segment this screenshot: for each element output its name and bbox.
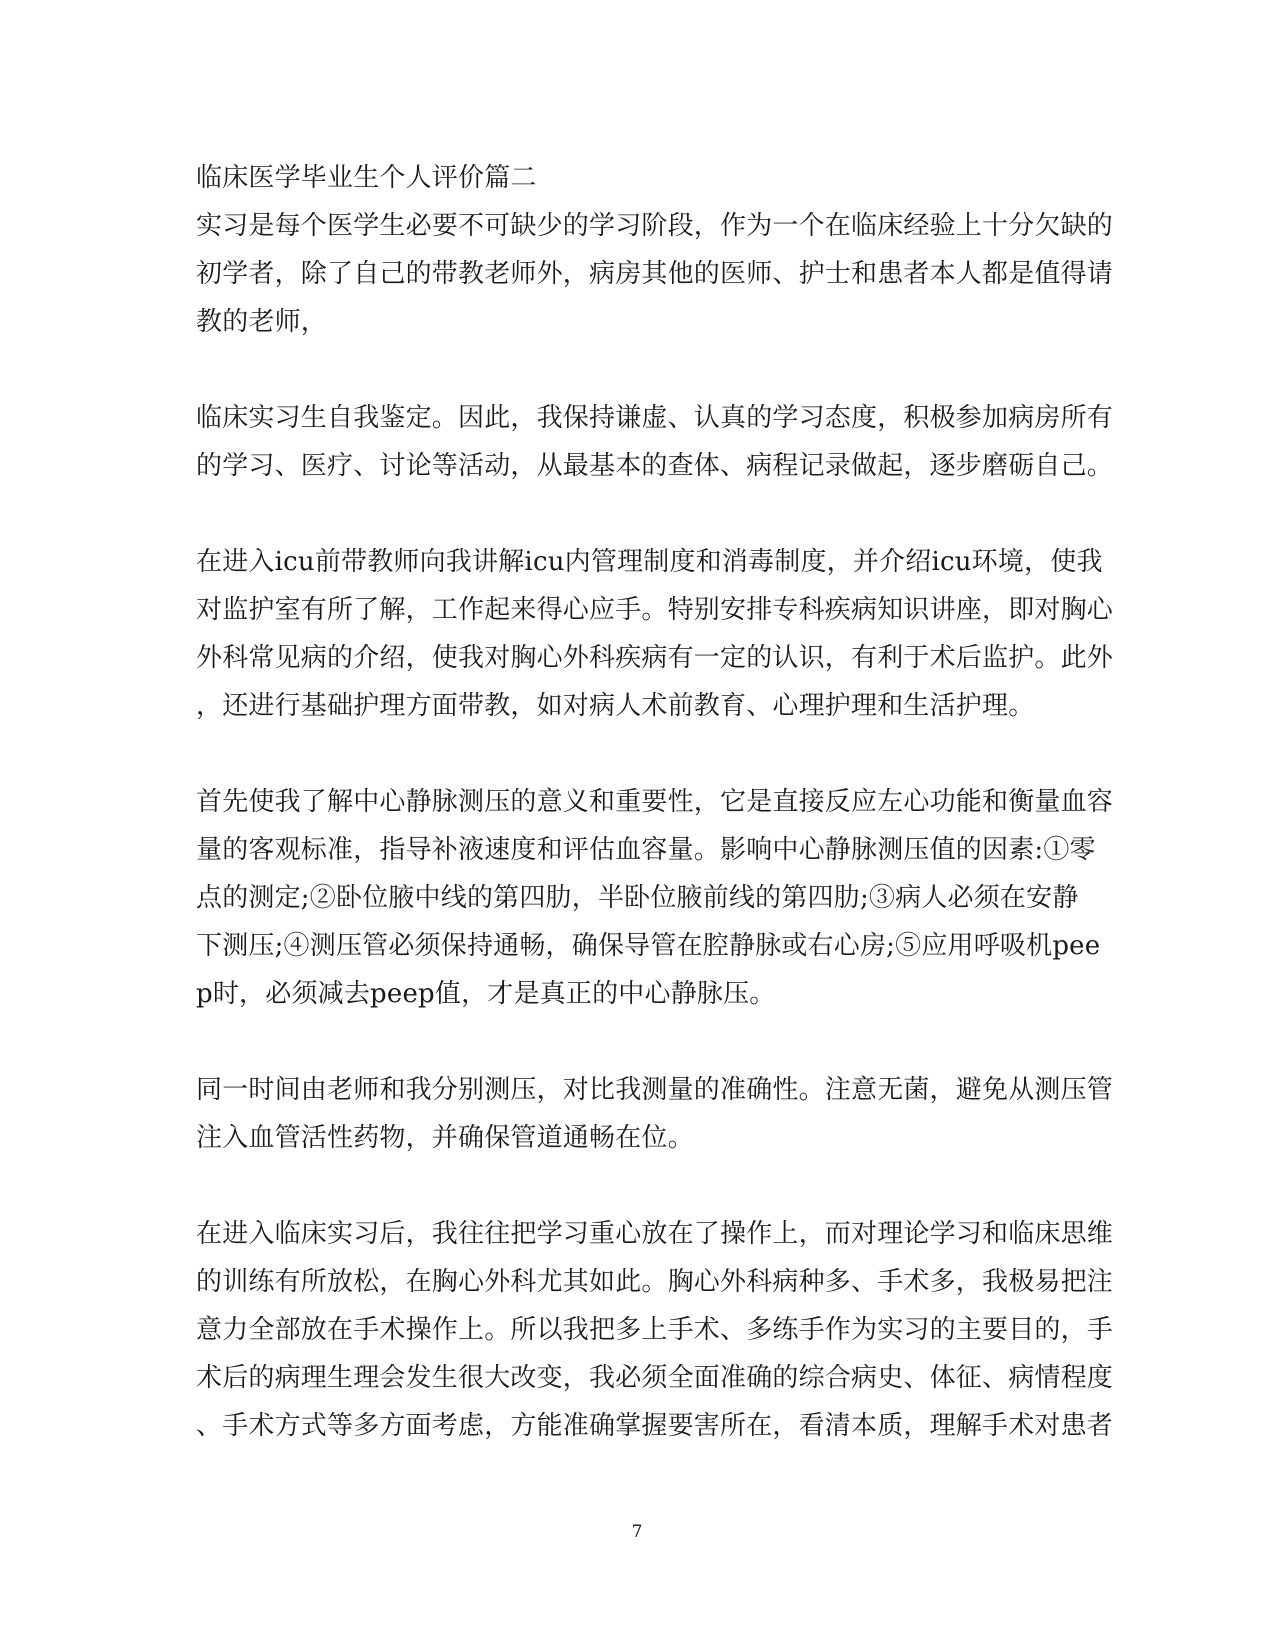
paragraph-line: 实习是每个医学生必要不可缺少的学习阶段，作为一个在临床经验上十分欠缺的: [196, 211, 1114, 241]
paragraph: [196, 202, 1114, 346]
paragraph-line: 的学习、医疗、讨论等活动，从最基本的查体、病程记录做起，逐步磨砺自己。: [196, 451, 1114, 481]
paragraph-line: 量的客观标准，指导补液速度和评估血容量。影响中心静脉测压值的因素:①零: [196, 835, 1096, 865]
paragraph: [196, 1210, 1114, 1450]
paragraph-line: 的训练有所放松，在胸心外科尤其如此。胸心外科病种多、手术多，我极易把注: [196, 1267, 1114, 1297]
paragraph-line: 对监护室有所了解，工作起来得心应手。特别安排专科疾病知识讲座，即对胸心: [196, 595, 1114, 625]
document-title: 临床医学毕业生个人评价篇二: [196, 163, 537, 193]
paragraph-line: 初学者，除了自己的带教老师外，病房其他的医师、护士和患者本人都是值得请: [196, 259, 1114, 289]
paragraph-line: 教的老师，: [196, 307, 328, 337]
paragraph-line: 注入血管活性药物，并确保管道通畅在位。: [196, 1123, 694, 1153]
document-body: [196, 154, 1114, 1450]
paragraph-line: 临床实习生自我鉴定。因此，我保持谦虚、认真的学习态度，积极参加病房所有: [196, 403, 1114, 433]
page-number: 7: [631, 1522, 643, 1542]
paragraph-spacer: [196, 1018, 1076, 1066]
paragraph: [196, 1066, 1114, 1162]
paragraph: [196, 394, 1114, 490]
paragraph-line: ，还进行基础护理方面带教，如对病人术前教育、心理护理和生活护理。: [196, 691, 1035, 721]
paragraph-line: 点的测定;②卧位腋中线的第四肋，半卧位腋前线的第四肋;③病人必须在安静: [196, 883, 1079, 913]
paragraph-line: 意力全部放在手术操作上。所以我把多上手术、多练手作为实习的主要目的，手: [196, 1315, 1114, 1345]
paragraph-line: 、手术方式等多方面考虑，方能准确掌握要害所在，看清本质，理解手术对患者: [196, 1411, 1114, 1441]
paragraph-line: p时，必须减去peep值，才是真正的中心静脉压。: [196, 979, 776, 1009]
paragraph-line: 术后的病理生理会发生很大改变，我必须全面准确的综合病史、体征、病情程度: [196, 1363, 1114, 1393]
paragraph-spacer: [196, 730, 1076, 778]
paragraph-line: 在进入icu前带教师向我讲解icu内管理制度和消毒制度，并介绍icu环境，使我: [196, 547, 1103, 577]
paragraph-spacer: [196, 1162, 1076, 1210]
paragraph-line: 首先使我了解中心静脉测压的意义和重要性，它是直接反应左心功能和衡量血容: [196, 787, 1114, 817]
paragraph: [196, 778, 1114, 1018]
paragraph-spacer: [196, 490, 1076, 538]
paragraph-line: 外科常见病的介绍，使我对胸心外科疾病有一定的认识，有利于术后监护。此外: [196, 643, 1114, 673]
paragraph-line: 同一时间由老师和我分别测压，对比我测量的准确性。注意无菌，避免从测压管: [196, 1075, 1114, 1105]
paragraph-line: 下测压;④测压管必须保持通畅，确保导管在腔静脉或右心房;⑤应用呼吸机pee: [196, 931, 1101, 961]
paragraph-line: 在进入临床实习后，我往往把学习重心放在了操作上，而对理论学习和临床思维: [196, 1219, 1114, 1249]
paragraph: [196, 538, 1114, 730]
paragraph-spacer: [196, 346, 1076, 394]
